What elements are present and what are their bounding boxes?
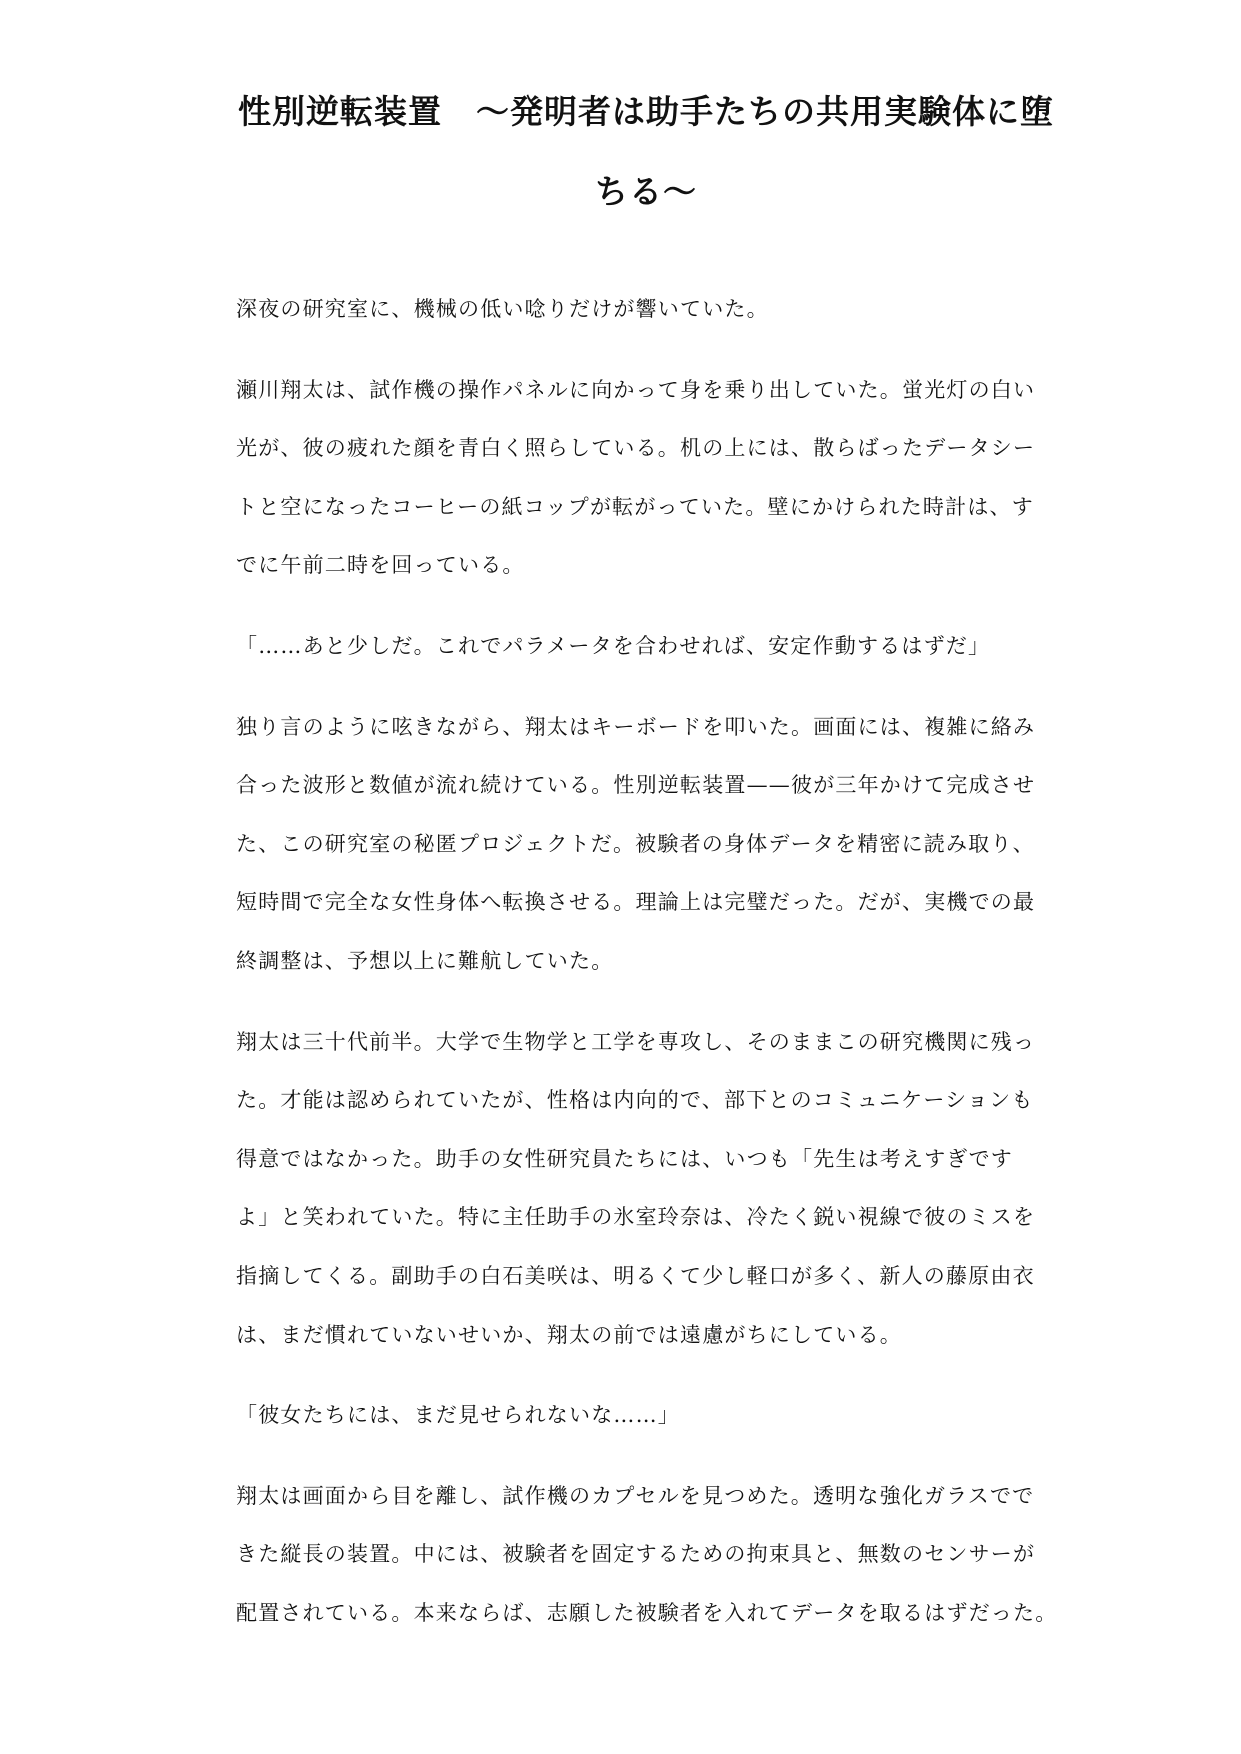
paragraph xyxy=(236,1467,1076,1643)
text-line: た。才能は認められていたが、性格は内向的で、部下とのコミュニケーションも xyxy=(236,1088,1034,1113)
text-line: 独り言のように呟きながら、翔太はキーボードを叩いた。画面には、複雑に絡み xyxy=(236,714,1036,739)
paragraph xyxy=(236,698,1076,991)
text-line: きた縦長の装置。中には、被験者を固定するための拘束具と、無数のセンサーが xyxy=(236,1542,1036,1567)
title-line: 性別逆転装置 〜発明者は助手たちの共用実験体に堕 xyxy=(238,92,1054,131)
title-line: ちる〜 xyxy=(595,172,697,211)
paragraph xyxy=(236,280,1076,339)
document-body xyxy=(236,280,1076,1664)
text-line: 「……あと少しだ。これでパラメータを合わせれば、安定作動するはずだ」 xyxy=(236,633,991,658)
text-line: 得意ではなかった。助手の女性研究員たちには、いつも「先生は考えすぎです xyxy=(236,1146,1013,1171)
text-line: 合った波形と数値が流れ続けている。性別逆転装置——彼が三年かけて完成させ xyxy=(236,773,1036,798)
text-line: 短時間で完全な女性身体へ転換させる。理論上は完璧だった。だが、実機での最 xyxy=(236,890,1036,915)
dialogue-paragraph xyxy=(236,617,1076,676)
text-line: でに午前二時を回っている。 xyxy=(236,553,525,578)
text-line: よ」と笑われていた。特に主任助手の氷室玲奈は、冷たく鋭い視線で彼のミスを xyxy=(236,1205,1036,1230)
text-line: 瀬川翔太は、試作機の操作パネルに向かって身を乗り出していた。蛍光灯の白い xyxy=(236,377,1036,402)
text-line: 翔太は三十代前半。大学で生物学と工学を専攻し、そのままこの研究機関に残っ xyxy=(236,1029,1036,1054)
text-line: 「彼女たちには、まだ見せられないな……」 xyxy=(236,1403,680,1428)
dialogue-paragraph xyxy=(236,1386,1076,1445)
paragraph xyxy=(236,1013,1076,1365)
text-line: 光が、彼の疲れた顔を青白く照らしている。机の上には、散らばったデータシー xyxy=(236,436,1036,461)
text-line: トと空になったコーヒーの紙コップが転がっていた。壁にかけられた時計は、す xyxy=(236,494,1034,519)
paragraph xyxy=(236,361,1076,595)
text-line: 深夜の研究室に、機械の低い唸りだけが響いていた。 xyxy=(236,297,769,321)
text-line: 指摘してくる。副助手の白石美咲は、明るくて少し軽口が多く、新人の藤原由衣 xyxy=(236,1263,1035,1288)
text-line: 配置されている。本来ならば、志願した被験者を入れてデータを取るはずだった。 xyxy=(236,1600,1058,1625)
document-title xyxy=(236,72,1056,232)
text-line: た、この研究室の秘匿プロジェクトだ。被験者の身体データを精密に読み取り、 xyxy=(236,831,1035,856)
text-line: 翔太は画面から目を離し、試作機のカプセルを見つめた。透明な強化ガラスでで xyxy=(236,1483,1035,1508)
text-line: は、まだ慣れていないせいか、翔太の前では遠慮がちにしている。 xyxy=(236,1322,902,1347)
text-line: 終調整は、予想以上に難航していた。 xyxy=(236,948,614,973)
